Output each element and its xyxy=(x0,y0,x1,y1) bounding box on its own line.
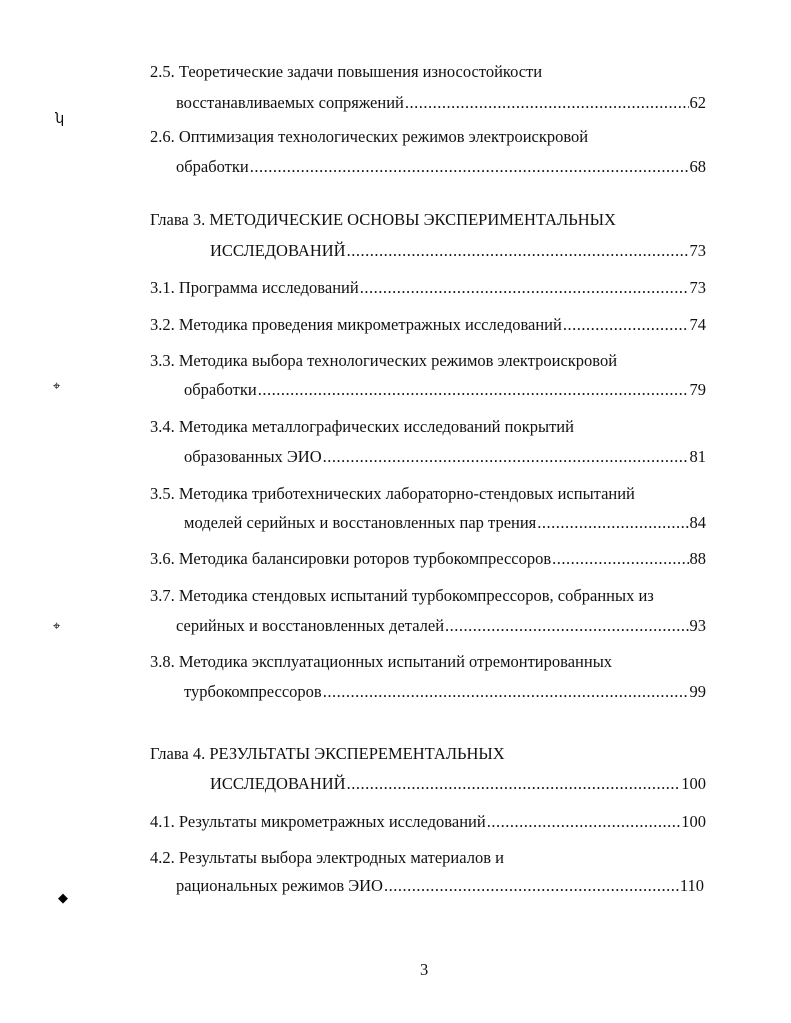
toc-chapter-3-title-line2: ИССЛЕДОВАНИЙ xyxy=(210,241,346,260)
toc-3-6-title: 3.6. Методика балансировки роторов турбокомпрессоров xyxy=(150,549,552,568)
toc-3-2-page: 74 xyxy=(689,315,706,334)
toc-3-3-title-line2: обработки xyxy=(184,380,257,399)
toc-3-3-page: 79 xyxy=(689,380,706,399)
dot-leader xyxy=(347,774,681,794)
toc-3-4-entry xyxy=(184,447,706,467)
toc-2-6-entry xyxy=(176,157,706,177)
toc-chapter-3-title-line1: Глава 3. МЕТОДИЧЕСКИЕ ОСНОВЫ ЭКСПЕРИМЕНТАЛЬНЫХ xyxy=(150,210,616,229)
toc-3-5-title-line2: моделей серийных и восстановленных пар трения xyxy=(184,513,537,532)
toc-3-5-entry xyxy=(184,513,706,533)
toc-4-2-entry xyxy=(176,876,704,896)
dot-leader xyxy=(487,812,681,832)
dot-leader xyxy=(250,157,689,177)
toc-2-6-page: 68 xyxy=(689,157,706,176)
toc-4-1-title: 4.1. Результаты микрометражных исследований xyxy=(150,812,486,831)
dot-leader xyxy=(323,682,689,702)
toc-3-6-page: 88 xyxy=(689,549,706,568)
toc-4-2-title-line1: 4.2. Результаты выбора электродных материалов и xyxy=(150,848,504,867)
toc-3-1-entry xyxy=(150,278,706,298)
toc-3-4-title-line2: образованных ЭИО xyxy=(184,447,322,466)
toc-3-8-page: 99 xyxy=(689,682,706,701)
dot-leader xyxy=(563,315,689,335)
dot-leader xyxy=(384,876,679,896)
toc-3-1-page: 73 xyxy=(689,278,706,297)
dot-leader xyxy=(323,447,689,467)
toc-chapter-3-page: 73 xyxy=(689,241,706,260)
dot-leader xyxy=(445,616,688,636)
scan-mark-icon: ⌖ xyxy=(53,379,61,394)
toc-3-7-title-line1: 3.7. Методика стендовых испытаний турбокомпрессоров, собранных из xyxy=(150,586,654,605)
toc-3-7-title-line2: серийных и восстановленных деталей xyxy=(176,616,445,635)
toc-chapter-4-page: 100 xyxy=(681,774,706,793)
toc-3-3-title-line1: 3.3. Методика выбора технологических режимов электроискровой xyxy=(150,351,618,370)
toc-2-5-page: 62 xyxy=(689,93,706,112)
toc-3-1-title: 3.1. Программа исследований xyxy=(150,278,359,297)
dot-leader xyxy=(405,93,689,113)
toc-2-6-title-line2: обработки xyxy=(176,157,249,176)
toc-3-4-page: 81 xyxy=(689,447,706,466)
toc-4-2-title-line2: рациональных режимов ЭИО xyxy=(176,876,383,895)
dot-leader xyxy=(347,241,689,261)
dot-leader xyxy=(258,380,689,400)
toc-3-3-entry xyxy=(184,380,706,400)
toc-chapter-4-title-line2: ИССЛЕДОВАНИЙ xyxy=(210,774,346,793)
toc-4-2-page: 110 xyxy=(679,876,704,895)
dot-leader xyxy=(360,278,689,298)
toc-3-5-page: 84 xyxy=(689,513,706,532)
toc-2-5-entry xyxy=(176,93,706,113)
scan-mark-icon: ◆ xyxy=(58,891,68,906)
toc-chapter-3-entry xyxy=(210,241,706,261)
toc-3-8-title-line2: турбокомпрессоров xyxy=(184,682,322,701)
toc-chapter-4-title-line1: Глава 4. РЕЗУЛЬТАТЫ ЭКСПЕРЕМЕНТАЛЬНЫХ xyxy=(150,744,505,763)
toc-3-8-title-line1: 3.8. Методика эксплуатационных испытаний отремонтированных xyxy=(150,652,613,671)
page-number: 3 xyxy=(420,960,429,979)
scan-mark-icon: ⌖ xyxy=(53,619,61,634)
toc-2-6-title-line1: 2.6. Оптимизация технологических режимов электроискровой xyxy=(150,127,589,146)
toc-3-2-title: 3.2. Методика проведения микрометражных исследований xyxy=(150,315,562,334)
dot-leader xyxy=(552,549,688,569)
toc-chapter-4-entry xyxy=(210,774,706,794)
scan-mark-icon: ʮ xyxy=(55,111,65,127)
toc-3-7-entry xyxy=(176,616,706,636)
toc-4-1-page: 100 xyxy=(681,812,706,831)
toc-3-7-page: 93 xyxy=(689,616,706,635)
toc-2-5-title-line2: восстанавливаемых сопряжений xyxy=(176,93,404,112)
toc-3-8-entry xyxy=(184,682,706,702)
toc-2-5-title-line1: 2.5. Теоретические задачи повышения износостойкости xyxy=(150,62,543,81)
toc-3-6-entry xyxy=(150,549,706,569)
toc-4-1-entry xyxy=(150,812,706,832)
toc-3-4-title-line1: 3.4. Методика металлографических исследований покрытий xyxy=(150,417,574,436)
dot-leader xyxy=(537,513,688,533)
toc-3-2-entry xyxy=(150,315,706,335)
toc-3-5-title-line1: 3.5. Методика триботехнических лабораторно-стендовых испытаний xyxy=(150,484,635,503)
